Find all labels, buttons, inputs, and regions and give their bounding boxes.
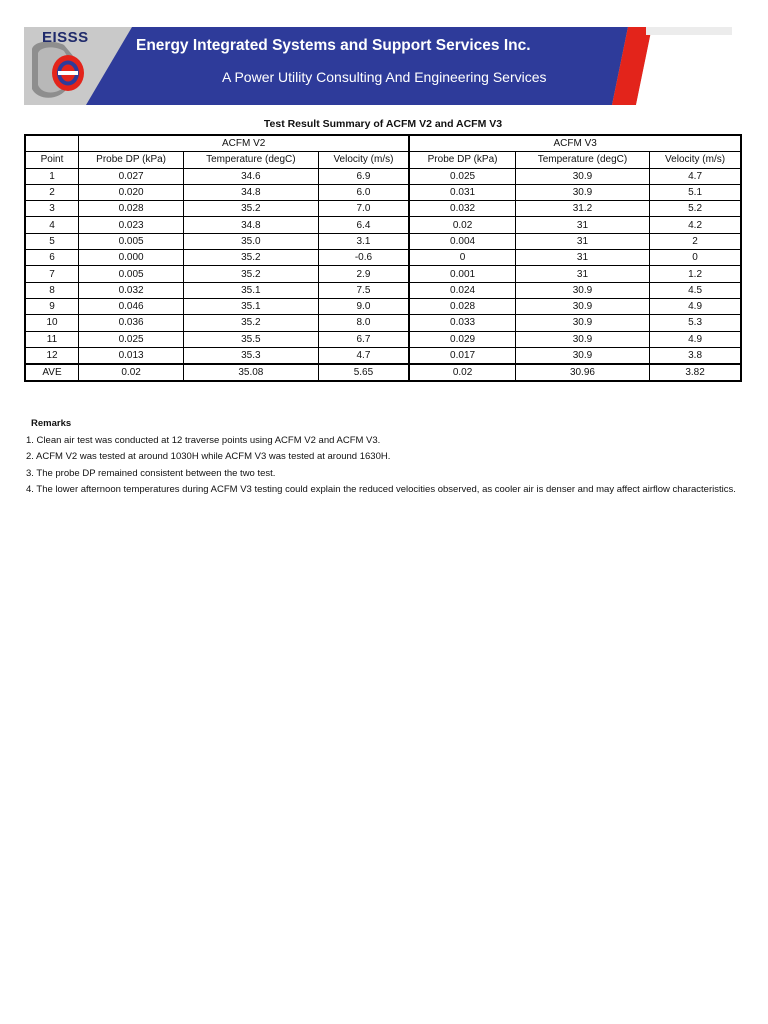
value-cell: 3.1 — [318, 233, 409, 249]
value-cell: 6.4 — [318, 217, 409, 233]
value-cell: 35.2 — [184, 266, 318, 282]
value-cell: 34.8 — [184, 217, 318, 233]
value-cell: 2 — [650, 233, 741, 249]
table-row — [25, 298, 741, 314]
value-cell: 5.2 — [650, 201, 741, 217]
value-cell: 6.7 — [318, 331, 409, 347]
value-cell: 34.6 — [184, 168, 318, 184]
value-cell: 3.8 — [650, 347, 741, 364]
group-header-row — [25, 135, 741, 152]
value-cell: 30.9 — [515, 331, 649, 347]
table-row — [25, 201, 741, 217]
value-cell: 30.9 — [515, 168, 649, 184]
value-cell: 7.0 — [318, 201, 409, 217]
value-cell: 0.023 — [79, 217, 184, 233]
value-cell: 35.5 — [184, 331, 318, 347]
table-row — [25, 282, 741, 298]
value-cell: 31 — [515, 250, 649, 266]
remark-item: 4. The lower afternoon temperatures during ACFM V3 testing could explain the reduced velocities observed, as cooler air is denser and may affect airflow characteristics. — [26, 483, 736, 495]
value-cell: 30.9 — [515, 347, 649, 364]
value-cell: 30.9 — [515, 282, 649, 298]
value-cell: 4.9 — [650, 331, 741, 347]
point-cell: AVE — [25, 364, 79, 381]
value-cell: 30.9 — [515, 315, 649, 331]
value-cell: 35.2 — [184, 250, 318, 266]
point-cell: 5 — [25, 233, 79, 249]
value-cell: 0.031 — [409, 184, 515, 200]
value-cell: 0.005 — [79, 233, 184, 249]
table-title: Test Result Summary of ACFM V2 and ACFM V3 — [263, 118, 503, 130]
value-cell: 4.7 — [650, 168, 741, 184]
value-cell: 31 — [515, 217, 649, 233]
value-cell: 0.046 — [79, 298, 184, 314]
value-cell: 0.033 — [409, 315, 515, 331]
value-cell: 0.025 — [79, 331, 184, 347]
table-row — [25, 331, 741, 347]
value-cell: 2.9 — [318, 266, 409, 282]
point-cell: 11 — [25, 331, 79, 347]
company-tagline: A Power Utility Consulting And Engineering Services — [222, 69, 547, 85]
column-header: Point — [25, 152, 79, 168]
point-cell: 4 — [25, 217, 79, 233]
point-cell: 8 — [25, 282, 79, 298]
value-cell: 4.5 — [650, 282, 741, 298]
average-row — [25, 364, 741, 381]
point-cell: 9 — [25, 298, 79, 314]
value-cell: 8.0 — [318, 315, 409, 331]
value-cell: 35.2 — [184, 315, 318, 331]
value-cell: 7.5 — [318, 282, 409, 298]
value-cell: 0.029 — [409, 331, 515, 347]
value-cell: 0.024 — [409, 282, 515, 298]
value-cell: 0.027 — [79, 168, 184, 184]
value-cell: 31 — [515, 233, 649, 249]
point-cell: 6 — [25, 250, 79, 266]
point-cell: 10 — [25, 315, 79, 331]
column-header: Temperature (degC) — [184, 152, 318, 168]
value-cell: 0.004 — [409, 233, 515, 249]
value-cell: 0 — [650, 250, 741, 266]
results-table — [24, 134, 742, 382]
value-cell: 30.9 — [515, 298, 649, 314]
value-cell: 1.2 — [650, 266, 741, 282]
value-cell: 4.2 — [650, 217, 741, 233]
group-header-acfm-v2: ACFM V2 — [79, 135, 410, 152]
value-cell: 0.013 — [79, 347, 184, 364]
point-cell: 3 — [25, 201, 79, 217]
value-cell: 30.96 — [515, 364, 649, 381]
value-cell: 0.017 — [409, 347, 515, 364]
value-cell: 31 — [515, 266, 649, 282]
value-cell: 0.02 — [409, 364, 515, 381]
column-header: Probe DP (kPa) — [409, 152, 515, 168]
value-cell: 0 — [409, 250, 515, 266]
remarks-title: Remarks — [31, 418, 72, 429]
value-cell: 30.9 — [515, 184, 649, 200]
value-cell: 0.000 — [79, 250, 184, 266]
table-row — [25, 184, 741, 200]
remark-item: 3. The probe DP remained consistent between the two test. — [26, 467, 276, 479]
value-cell: 35.3 — [184, 347, 318, 364]
value-cell: 0.02 — [79, 364, 184, 381]
point-cell: 7 — [25, 266, 79, 282]
empty-corner-cell — [25, 135, 79, 152]
value-cell: 0.028 — [79, 201, 184, 217]
value-cell: 35.1 — [184, 298, 318, 314]
value-cell: 0.036 — [79, 315, 184, 331]
value-cell: 5.65 — [318, 364, 409, 381]
table-row — [25, 217, 741, 233]
table-row — [25, 266, 741, 282]
column-header: Temperature (degC) — [515, 152, 649, 168]
value-cell: -0.6 — [318, 250, 409, 266]
value-cell: 0.032 — [409, 201, 515, 217]
table-row — [25, 233, 741, 249]
remark-item: 2. ACFM V2 was tested at around 1030H while ACFM V3 was tested at around 1630H. — [26, 451, 391, 463]
value-cell: 0.001 — [409, 266, 515, 282]
table-row — [25, 168, 741, 184]
value-cell: 0.02 — [409, 217, 515, 233]
value-cell: 9.0 — [318, 298, 409, 314]
value-cell: 0.028 — [409, 298, 515, 314]
point-cell: 2 — [25, 184, 79, 200]
remarks-section — [26, 416, 742, 498]
value-cell: 34.8 — [184, 184, 318, 200]
value-cell: 0.020 — [79, 184, 184, 200]
column-header: Velocity (m/s) — [318, 152, 409, 168]
value-cell: 35.2 — [184, 201, 318, 217]
column-header-row — [25, 152, 741, 168]
value-cell: 0.005 — [79, 266, 184, 282]
value-cell: 31.2 — [515, 201, 649, 217]
value-cell: 4.9 — [650, 298, 741, 314]
column-header: Velocity (m/s) — [650, 152, 741, 168]
table-row — [25, 347, 741, 364]
group-header-acfm-v3: ACFM V3 — [409, 135, 741, 152]
column-header: Probe DP (kPa) — [79, 152, 184, 168]
value-cell: 6.9 — [318, 168, 409, 184]
table-row — [25, 250, 741, 266]
value-cell: 6.0 — [318, 184, 409, 200]
logo-text: EISSS — [42, 29, 89, 46]
value-cell: 35.08 — [184, 364, 318, 381]
value-cell: 0.025 — [409, 168, 515, 184]
point-cell: 1 — [25, 168, 79, 184]
remark-item: 1. Clean air test was conducted at 12 traverse points using ACFM V2 and ACFM V3. — [26, 435, 381, 447]
company-name: Energy Integrated Systems and Support Services Inc. — [136, 37, 531, 54]
value-cell: 5.1 — [650, 184, 741, 200]
value-cell: 3.82 — [650, 364, 741, 381]
value-cell: 4.7 — [318, 347, 409, 364]
value-cell: 35.1 — [184, 282, 318, 298]
table-row — [25, 315, 741, 331]
point-cell: 12 — [25, 347, 79, 364]
value-cell: 0.032 — [79, 282, 184, 298]
value-cell: 5.3 — [650, 315, 741, 331]
value-cell: 35.0 — [184, 233, 318, 249]
